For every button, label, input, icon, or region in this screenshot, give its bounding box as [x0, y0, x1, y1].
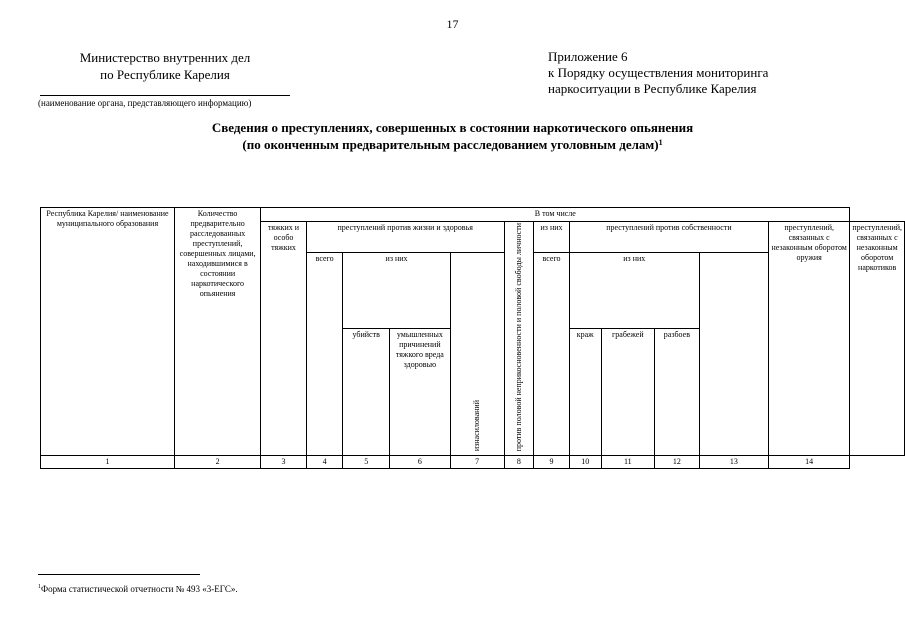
- title-line2-text: (по оконченным предварительным расследованием уголовным делам): [242, 137, 659, 152]
- title-footnote-mark: 1: [658, 138, 663, 147]
- header-brigandage: разбоев: [655, 329, 700, 456]
- page-number: 17: [446, 17, 459, 31]
- header-weapons: преступлений, связанных с незаконным оборотом оружия: [768, 222, 849, 456]
- column-number: 3: [261, 456, 307, 469]
- column-number: 8: [504, 456, 534, 469]
- appendix-block: [548, 49, 768, 97]
- header-against-property: преступлений против собственности: [569, 222, 768, 253]
- footnote-mark: 1: [38, 584, 41, 590]
- header-murders: убийств: [343, 329, 390, 456]
- header-against-life: преступлений против жизни и здоровья: [306, 222, 504, 253]
- footnote-separator: [38, 574, 200, 575]
- column-number: 5: [343, 456, 390, 469]
- header-of-them-b: из них: [534, 222, 570, 253]
- column-number: 14: [768, 456, 849, 469]
- footnote-text: Форма статистической отчетности № 493 «3-ЕГС».: [41, 584, 238, 594]
- header-of-them-a: из них: [343, 253, 450, 329]
- title-line1: Сведения о преступлениях, совершенных в состоянии наркотического опьянения: [211, 120, 694, 135]
- header-sexual-cell: [504, 222, 534, 456]
- header-total-a: всего: [306, 253, 343, 456]
- footnote: [38, 584, 238, 594]
- header-rapes: изнасилований: [472, 400, 482, 452]
- ministry-block: [40, 49, 290, 83]
- column-number: 2: [174, 456, 260, 469]
- column-numbers-row: [41, 456, 905, 469]
- header-grave-harm: умышленных причинений тяжкого вреда здоровью: [390, 329, 451, 456]
- header-of-them-c: из них: [569, 253, 699, 329]
- column-number: 9: [534, 456, 570, 469]
- header-in-total: В том числе: [261, 208, 850, 222]
- header-region: Республика Карелия/ наименование муниципального образования: [41, 208, 175, 456]
- column-number: 6: [390, 456, 451, 469]
- column-number: 1: [41, 456, 175, 469]
- column-number: 11: [601, 456, 655, 469]
- appendix-line3: наркоситуации в Республике Карелия: [548, 81, 757, 96]
- statistics-table: [40, 207, 905, 469]
- document-title: [0, 119, 905, 153]
- header-thefts: краж: [569, 329, 601, 456]
- column-number: 7: [450, 456, 504, 469]
- column-number: 10: [569, 456, 601, 469]
- ministry-line2: по Республике Карелия: [100, 67, 230, 82]
- header-sexual: против половой неприкосновенности и половой свободы личности: [513, 223, 523, 452]
- appendix-line2: к Порядку осуществления мониторинга: [548, 65, 769, 80]
- ministry-line1: Министерство внутренних дел: [79, 50, 251, 65]
- header-total-b: всего: [534, 253, 570, 456]
- column-number: 12: [655, 456, 700, 469]
- ministry-note: (наименование органа, представляющего информацию): [38, 98, 252, 108]
- header-total-crimes: Количество предварительно расследованных преступлений, совершенных лицами, находившимися в состоянии наркотического опьянения: [174, 208, 260, 456]
- column-number: 13: [699, 456, 768, 469]
- column-number: 4: [306, 456, 343, 469]
- header-grave: тяжких и особо тяжких: [261, 222, 307, 456]
- title-line2: [0, 136, 905, 153]
- header-robbery: грабежей: [601, 329, 655, 456]
- header-rapes-cell: [450, 253, 504, 456]
- ministry-underline: [40, 95, 290, 96]
- header-drugs: преступлений, связанных с незаконным оборотом наркотиков: [850, 222, 905, 456]
- appendix-line1: Приложение 6: [548, 49, 628, 64]
